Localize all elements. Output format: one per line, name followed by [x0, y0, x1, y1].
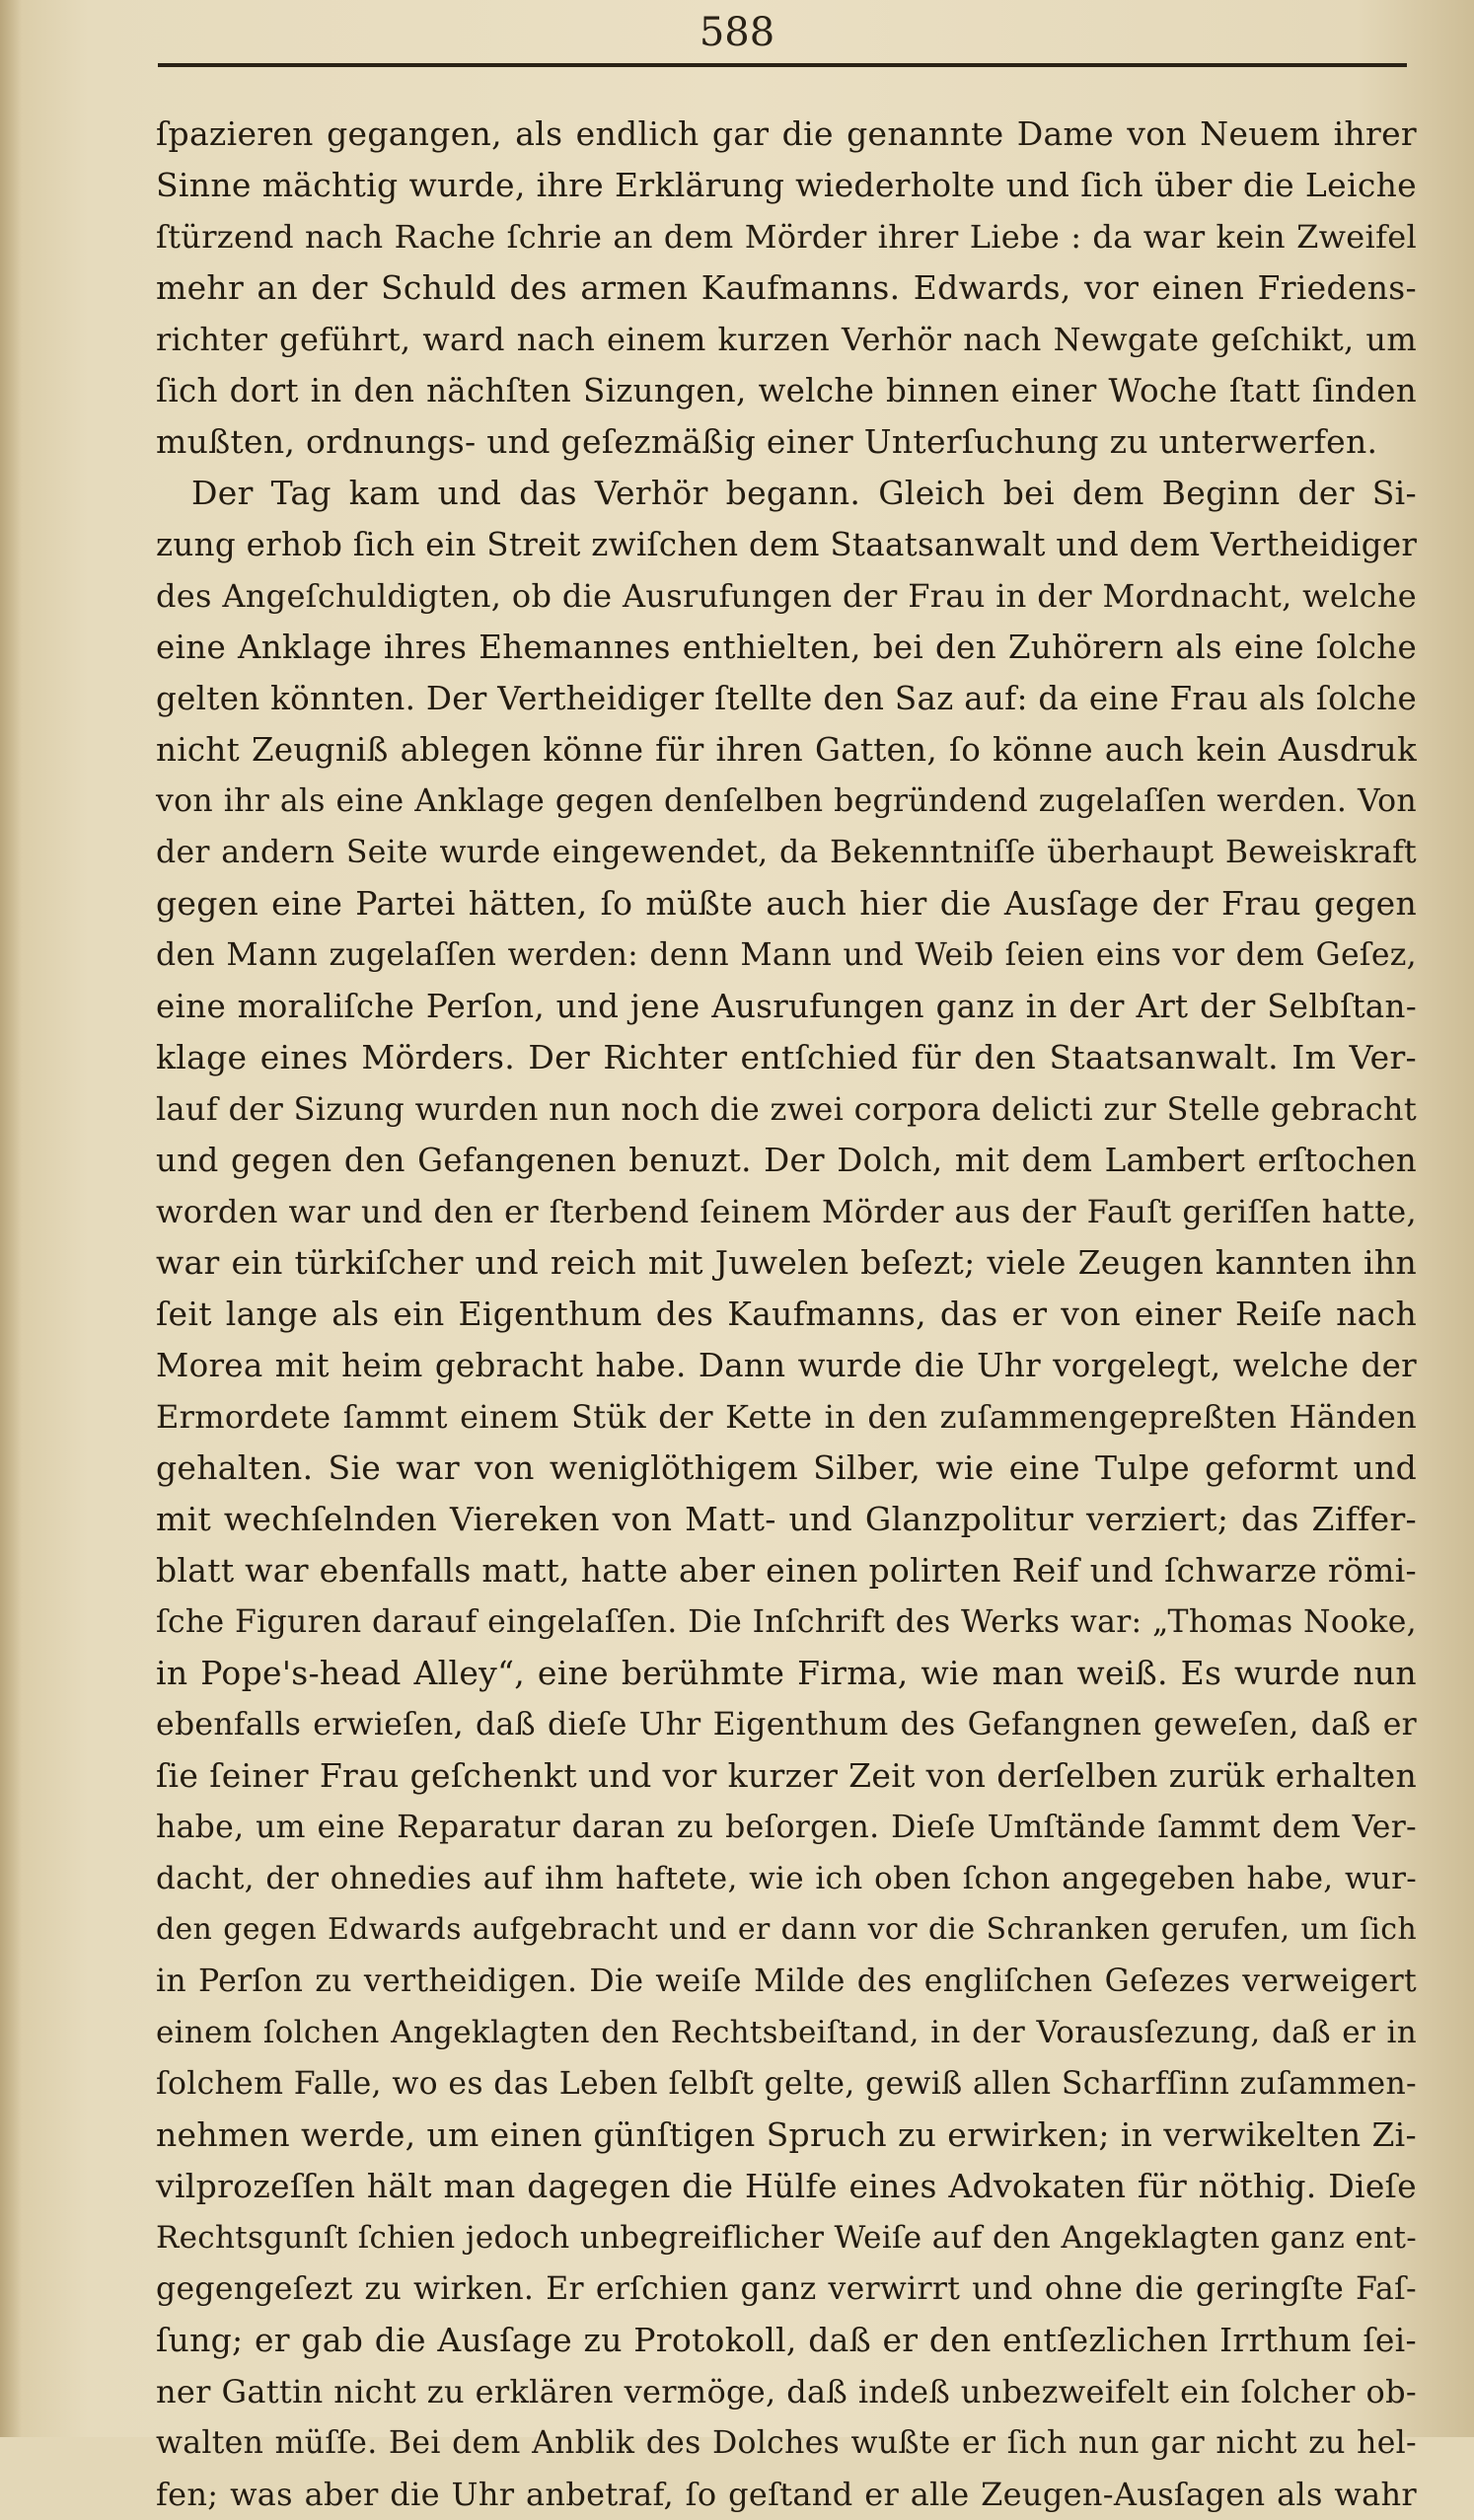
text-line: eine moraliſche Perſon, und jene Ausrufungen ganz in der Art der Selbſtan- [156, 988, 1417, 1025]
text-line: fen; was aber die Uhr anbetraf, ſo geſtand er alle Zeugen-Ausſagen als wahr [156, 2476, 1417, 2513]
text-line: walten müſſe. Bei dem Anblik des Dolches wußte er ſich nun gar nicht zu hel- [156, 2425, 1417, 2461]
text-line: mußten, ordnungs- und geſezmäßig einer Unterſuchung zu unterwerfen. [156, 422, 1378, 461]
text-line: Morea mit heim gebracht habe. Dann wurde die Uhr vorgelegt, welche der [156, 1347, 1417, 1384]
text-line: ſolchem Falle, wo es das Leben ſelbſt gelte, gewiß allen Scharfſinn zuſammen- [156, 2066, 1417, 2102]
text-line: gehalten. Sie war von weniglöthigem Silber, wie eine Tulpe geformt und [156, 1448, 1417, 1487]
header-rule [158, 63, 1407, 67]
text-line: in Perſon zu vertheidigen. Die weiſe Milde des engliſchen Geſezes verweigert [156, 1964, 1417, 1999]
text-line: und gegen den Gefangenen benuzt. Der Dolch, mit dem Lambert erſtochen [156, 1142, 1417, 1179]
text-line: nehmen werde, um einen günſtigen Spruch zu erwirken; in verwikelten Zi- [156, 2115, 1417, 2154]
text-line: richter geführt, ward nach einem kurzen Verhör nach Newgate geſchikt, um [156, 321, 1417, 358]
text-line: worden war und den er ſterbend ſeinem Mörder aus der Fauſt geriſſen hatte, [156, 1193, 1417, 1230]
text-line: einem ſolchen Angeklagten den Rechtsbeiſtand, in der Vorausſezung, daß er in [156, 2015, 1417, 2050]
text-line: gegen eine Partei hätten, ſo müßte auch hier die Ausſage der Frau gegen [156, 884, 1417, 923]
text-line: habe, um eine Reparatur daran zu beſorgen. Dieſe Umſtände ſammt dem Ver- [156, 1810, 1417, 1845]
text-line: Sinne mächtig wurde, ihre Erklärung wiederholte und ſich über die Leiche [156, 166, 1417, 204]
text-line: den Mann zugelaſſen werden: denn Mann und Weib ſeien eins vor dem Geſez, [156, 937, 1417, 973]
text-line: Der Tag kam und das Verhör begann. Gleich bei dem Beginn der Si- [191, 474, 1417, 512]
text-line: war ein türkiſcher und reich mit Juwelen beſezt; viele Zeugen kannten ihn [156, 1243, 1417, 1282]
text-line: mehr an der Schuld des armen Kaufmanns. Edwards, vor einen Friedens- [156, 268, 1417, 307]
text-line: ner Gattin nicht zu erklären vermöge, daß indeß unbezweifelt ein ſolcher ob- [156, 2373, 1417, 2410]
text-line: Rechtsgunſt ſchien jedoch unbegreiflicher Weiſe auf den Angeklagten ganz ent- [156, 2220, 1417, 2256]
text-line: von ihr als eine Anklage gegen denſelben begründend zugelaſſen werden. Von [156, 783, 1417, 819]
text-line: ſie ſeiner Frau geſchenkt und vor kurzer Zeit von derſelben zurük erhalten [156, 1756, 1417, 1795]
page-gutter-shadow [0, 0, 22, 2437]
text-line: ſtürzend nach Rache ſchrie an dem Mörder ihrer Liebe : da war kein Zweifel [156, 218, 1417, 256]
text-line: ſung; er gab die Ausſage zu Protokoll, daß er den entſezlichen Irrthum ſei- [156, 2321, 1417, 2359]
text-line: ſich dort in den nächſten Sizungen, welche binnen einer Woche ſtatt ſinden [156, 372, 1417, 409]
text-line: ſche Figuren darauf eingelaſſen. Die Inſchrift des Werks war: „Thomas Nooke, [156, 1604, 1417, 1640]
text-line: nicht Zeugniß ablegen könne für ihren Gatten, ſo könne auch kein Ausdruk [156, 731, 1417, 769]
text-line: gegengeſezt zu wirken. Er erſchien ganz verwirrt und ohne die geringſte Faſ- [156, 2271, 1417, 2307]
text-line: mit wechſelnden Viereken von Matt- und Glanzpolitur verziert; das Ziffer- [156, 1500, 1417, 1538]
text-line: gelten könnten. Der Vertheidiger ſtellte den Saz auf: da eine Frau als ſolche [156, 680, 1417, 717]
text-line: lauf der Sizung wurden nun noch die zwei corpora delicti zur Stelle gebracht [156, 1090, 1417, 1128]
text-line: eine Anklage ihres Ehemannes enthielten, bei den Zuhörern als eine ſolche [156, 629, 1417, 666]
body-text [156, 109, 1417, 2520]
text-line: ſpazieren gegangen, als endlich gar die genannte Dame von Neuem ihrer [156, 114, 1417, 153]
text-line: der andern Seite wurde eingewendet, da Bekenntniſſe überhaupt Beweiskraft [156, 835, 1417, 870]
text-line: klage eines Mörders. Der Richter entſchied für den Staatsanwalt. Im Ver- [156, 1038, 1417, 1076]
text-line: den gegen Edwards aufgebracht und er dann vor die Schranken gerufen, um ſich [156, 1912, 1417, 1947]
text-line: des Angeſchuldigten, ob die Ausrufungen der Frau in der Mordnacht, welche [156, 577, 1417, 615]
text-line: zung erhob ſich ein Streit zwiſchen dem Staatsanwalt und dem Vertheidiger [156, 526, 1418, 563]
text-line: dacht, der ohnedies auf ihm haftete, wie ich oben ſchon angegeben habe, wur- [156, 1861, 1417, 1896]
text-line: blatt war ebenfalls matt, hatte aber einen polirten Reif und ſchwarze römi- [156, 1551, 1417, 1590]
text-line: in Pope's-head Alley“, eine berühmte Firma, wie man weiß. Es wurde nun [156, 1654, 1417, 1692]
text-line: vilprozeſſen hält man dagegen die Hülfe eines Advokaten für nöthig. Dieſe [156, 2167, 1417, 2205]
page-number: 588 [699, 10, 775, 55]
text-line: ebenfalls erwieſen, daß dieſe Uhr Eigenthum des Gefangnen geweſen, daß er [156, 1707, 1417, 1742]
text-line: ſeit lange als ein Eigenthum des Kaufmanns, das er von einer Reiſe nach [156, 1295, 1417, 1333]
text-line: Ermordete ſammt einem Stük der Kette in den zuſammengepreßten Händen [156, 1398, 1417, 1436]
